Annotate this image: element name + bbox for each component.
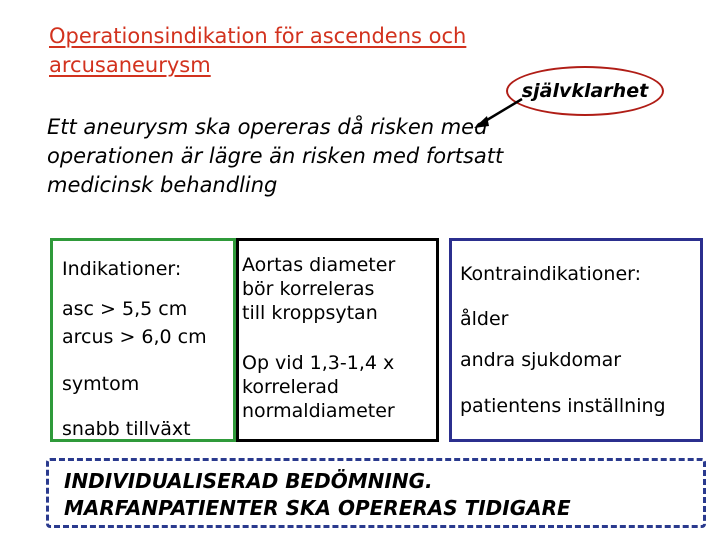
indication-symptom: symtom [62,373,140,395]
indication-rapid-growth: snabb tillväxt [62,418,191,440]
slide-title: Operationsindikation för ascendens och arcusaneurysm [49,24,467,77]
contraindication-age: ålder [460,308,509,330]
indications-heading: Indikationer: [62,258,182,280]
note-diameter-line: Aortas diameter [242,254,396,276]
note-operation [242,351,395,423]
criterion-asc: asc > 5,5 cm [62,298,188,320]
conclusion-line: INDIVIDUALISERAD BEDÖMNING. [64,469,433,493]
notes-box [236,238,439,442]
note-operation-line: korrelerad [242,376,339,398]
conclusion-line: MARFANPATIENTER SKA OPERERAS TIDIGARE [64,496,571,520]
contraindication-patient-attitude: patientens inställning [460,395,666,417]
note-diameter [242,253,395,325]
contraindications-heading: Kontraindikationer: [460,263,642,285]
conclusion-box [46,458,706,528]
note-operation-line: normaldiameter [242,400,395,422]
contraindications-box [449,238,703,442]
callout-label: självklarhet [521,80,649,102]
note-diameter-line: bör korreleras [242,278,375,300]
conclusion-text [64,468,694,522]
contraindication-other-diseases: andra sjukdomar [460,349,622,371]
criterion-arcus: arcus > 6,0 cm [62,326,207,348]
note-diameter-line: till kroppsytan [242,302,378,324]
note-operation-line: Op vid 1,3-1,4 x [242,352,395,374]
indications-box [50,238,236,442]
statement-text: Ett aneurysm ska opereras då risken med operationen är lägre än risken med fortsatt medicinsk behandling [47,115,504,197]
